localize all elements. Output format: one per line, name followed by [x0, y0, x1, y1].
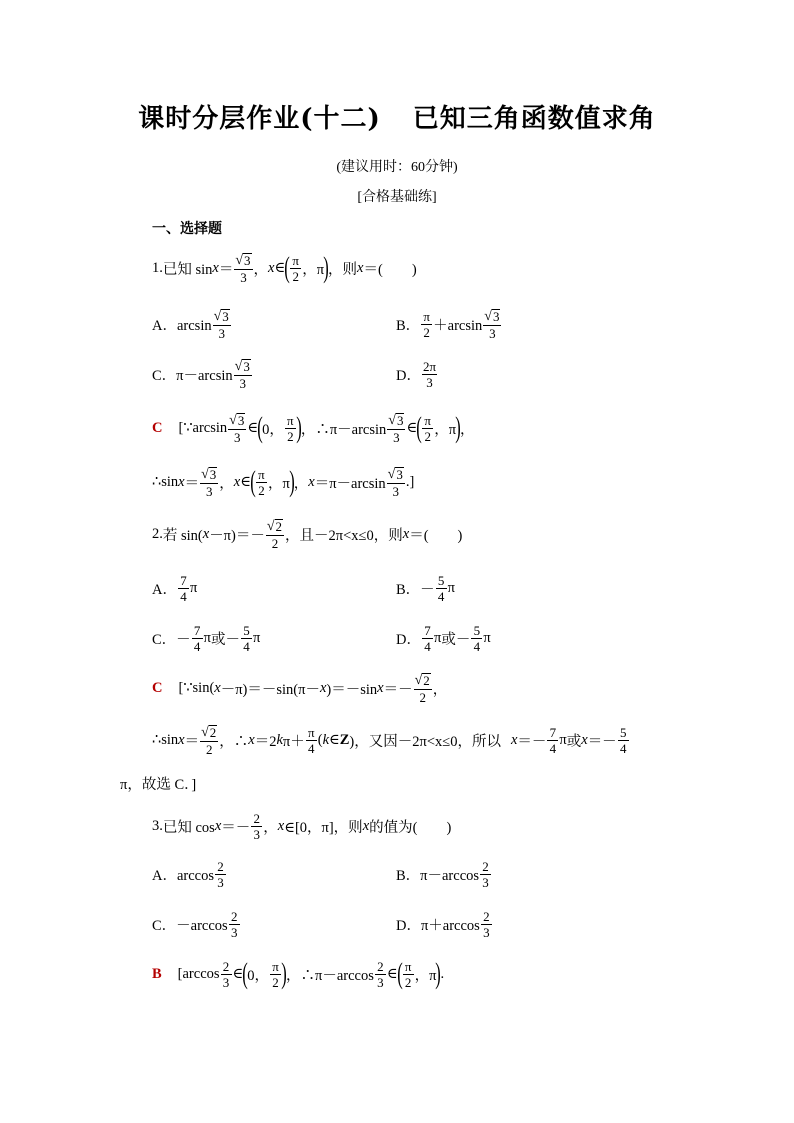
q1-answer: C: [152, 419, 163, 436]
q3-option-d[interactable]: D．π＋arccos $\frac{2}{3}$: [396, 902, 493, 946]
q2-explanation-line3: π，故选 C．]: [120, 776, 197, 793]
q1-explanation-line1: C [∵arcsin √ 3 3 ∈ ( 0， $\frac{\pi}{2}$ ) ，∴π－arcsin √ 3 3 ∈ ( $\frac{\pi}{2}$ ，π ) ，: [152, 411, 475, 445]
title-main: 课时分层作业(十二): [138, 104, 381, 134]
section-heading: 一、选择题: [152, 221, 222, 237]
level-tag: [合格基础练]: [357, 190, 437, 205]
q3-stem: 3. 已知 cos x ＝－ $\frac{2}{3}$ ， x ∈[0，π]，则 x 的值为 ( ): [152, 810, 452, 842]
q3-answer: B: [152, 965, 162, 982]
q3-option-c[interactable]: C．－arccos $\frac{2}{3}$: [152, 902, 241, 946]
q3-option-b[interactable]: B．π－arccos $\frac{2}{3}$: [396, 852, 492, 896]
q2-option-c[interactable]: C．－ $\frac{7}{4}$ π 或 － $\frac{5}{4}$ π: [152, 622, 261, 654]
q2-explanation-line2: ∴sin x ＝ √ 2 2 ，∴ x ＝2 k π＋ $\frac{\pi}{4}$ ( k ∈ Z )， 又因－2π<x≤0，所以 x ＝－ $\frac{7}{4}$ π 或 x ＝－ $\frac{5}{4}$: [152, 716, 630, 764]
q3-option-a[interactable]: A．arccos $\frac{2}{3}$: [152, 852, 227, 896]
q2-answer: C: [152, 679, 163, 696]
q1-option-d[interactable]: D． $\frac{2\pi}{3}$: [396, 358, 437, 390]
q3-explanation-line1: B [arccos $\frac{2}{3}$ ∈ ( 0， $\frac{\pi}{2}$ ) ，∴π－arccos $\frac{2}{3}$ ∈ ( $\frac{\pi}{2}$ ，π ) .: [152, 957, 445, 990]
time-note: (建议用时：60分钟): [336, 160, 458, 175]
title-sub: 已知三角函数值求角: [412, 104, 656, 134]
q2-option-b[interactable]: B．－ $\frac{5}{4}$ π: [396, 572, 455, 604]
q2-explanation-line1: C [∵sin( x －π)＝－sin(π－ x )＝－sin x ＝－ √ 2 2 ，: [152, 672, 448, 705]
q1-option-b[interactable]: B． $\frac{\pi}{2}$ ＋arcsin √ 3 3: [396, 308, 500, 341]
q2-stem: 2. 若 sin( x －π)＝－ √ 2 2 ， 且－2π<x≤0，则 x ＝ ( ): [152, 518, 463, 551]
q1-stem: 1. 已知 sin x ＝ √ 3 3 ， x ∈ ( $\frac{\pi}{2}$ ，π ) ，则 x ＝ ( ): [152, 251, 417, 285]
q1-option-a[interactable]: A．arcsin √ 3 3: [152, 308, 229, 341]
q1-explanation-line2: ∴sin x ＝ √ 3 3 ， x ∈ ( $\frac{\pi}{2}$ ，π ) ， x ＝π－arcsin √ 3 3 .]: [152, 465, 415, 499]
q1-option-c[interactable]: C．π－arcsin √ 3 3: [152, 358, 250, 391]
q2-option-d[interactable]: D． $\frac{7}{4}$ π 或 － $\frac{5}{4}$ π: [396, 622, 491, 654]
q2-option-a[interactable]: A． $\frac{7}{4}$ π: [152, 572, 198, 604]
page-title: [0, 98, 794, 135]
